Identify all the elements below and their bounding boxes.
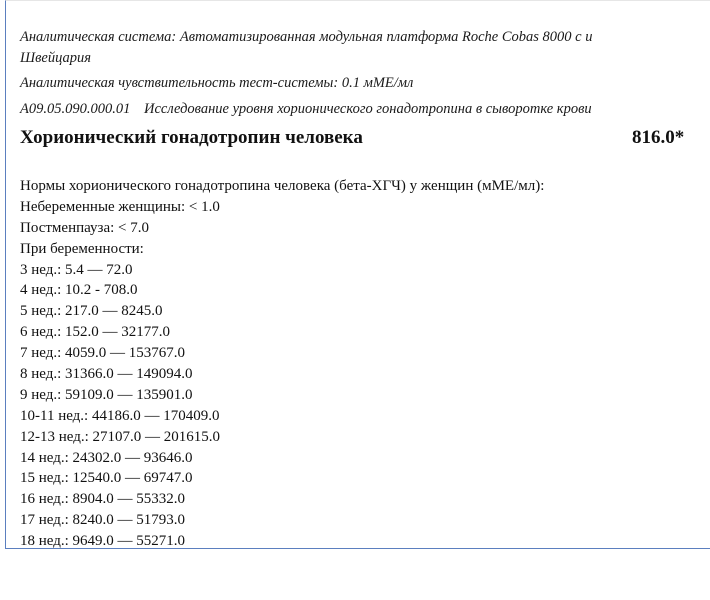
reference-week-row: 12-13 нед.: 27107.0 — 201615.0 (20, 428, 221, 445)
reference-week-row: 14 нед.: 24302.0 — 93646.0 (20, 449, 193, 466)
reference-week-row: 10-11 нед.: 44186.0 — 170409.0 (20, 407, 220, 424)
result-value: 816.0* (632, 127, 685, 148)
reference-pregnancy-heading: При беременности: (20, 240, 144, 257)
reference-ranges (20, 176, 544, 549)
analyzer-sensitivity: Аналитическая чувствительность тест-системы: 0.1 мМЕ/мл (20, 75, 414, 91)
reference-week-row: 8 нед.: 31366.0 — 149094.0 (20, 366, 193, 383)
test-code-row (20, 101, 592, 118)
reference-week-row: 17 нед.: 8240.0 — 51793.0 (20, 512, 186, 529)
reference-week-row: 5 нед.: 217.0 — 8245.0 (20, 303, 163, 320)
reference-heading: Нормы хорионического гонадотропина человека (бета-ХГЧ) у женщин (мМЕ/мл): (20, 178, 545, 194)
reference-week-row: 6 нед.: 152.0 — 32177.0 (20, 324, 171, 341)
reference-week-row: 15 нед.: 12540.0 — 69747.0 (20, 470, 193, 487)
reference-week-row: 18 нед.: 9649.0 — 55271.0 (20, 533, 186, 549)
test-code: A09.05.090.000.01 (20, 101, 131, 117)
analyzer-system-line-2: Швейцария (20, 50, 92, 66)
reference-week-row: 16 нед.: 8904.0 — 55332.0 (20, 491, 186, 508)
result-name: Хорионический гонадотропин человека (20, 127, 363, 148)
reference-non-pregnant: Небеременные женщины: < 1.0 (20, 198, 220, 215)
analyzer-system-line-1: Аналитическая система: Автоматизированная модульная платформа Roche Cobas 8000 с и (20, 29, 593, 45)
reference-week-row: 9 нед.: 59109.0 — 135901.0 (20, 386, 193, 403)
reference-week-row: 3 нед.: 5.4 — 72.0 (20, 261, 133, 278)
reference-week-row: 7 нед.: 4059.0 — 153767.0 (20, 345, 186, 362)
lab-result-sheet (5, 0, 710, 549)
reference-week-row: 4 нед.: 10.2 - 708.0 (20, 282, 138, 299)
test-description: Исследование уровня хорионического гонадотропина в сыворотке крови (143, 101, 592, 117)
reference-postmenopause: Постменпауза: < 7.0 (20, 219, 149, 236)
